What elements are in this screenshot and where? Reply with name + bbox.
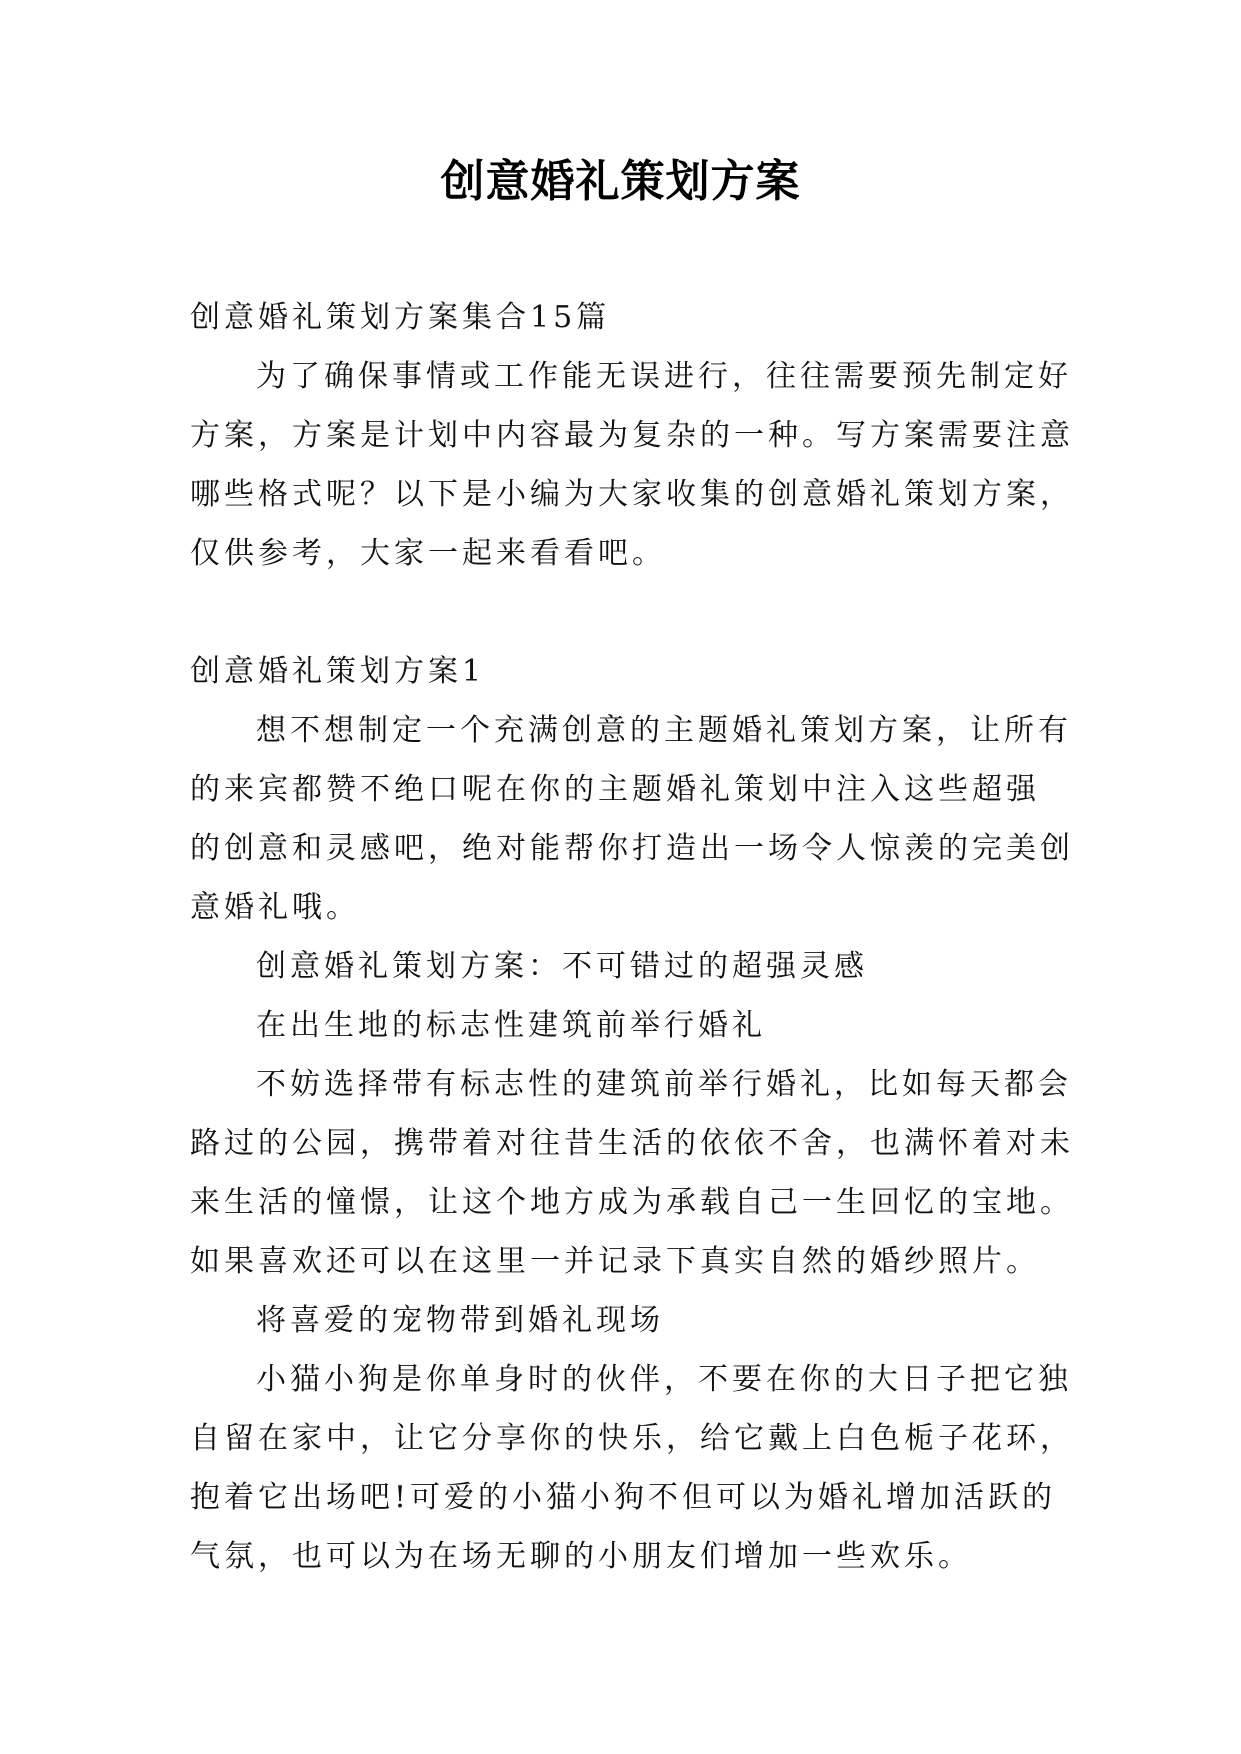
intro-line-4: 仅供参考，大家一起来看看吧。 bbox=[190, 536, 666, 571]
section-para2-line-3: 来生活的憧憬，让这个地方成为承载自己一生回忆的宝地。 bbox=[190, 1185, 1074, 1220]
section-para1-line-1: 想不想制定一个充满创意的主题婚礼策划方案，让所有 bbox=[256, 713, 1072, 748]
document-title: 创意婚礼策划方案 bbox=[440, 156, 801, 207]
section-para3-line-3: 抱着它出场吧!可爱的小猫小狗不但可以为婚礼增加活跃的 bbox=[190, 1480, 1057, 1515]
collection-subtitle: 创意婚礼策划方案集合15篇 bbox=[190, 300, 611, 335]
section-para2-line-2: 路过的公园，携带着对往昔生活的依依不舍，也满怀着对未 bbox=[190, 1126, 1074, 1161]
section-para2-line-4: 如果喜欢还可以在这里一并记录下真实自然的婚纱照片。 bbox=[190, 1244, 1040, 1279]
section-para3-line-1: 小猫小狗是你单身时的伙伴，不要在你的大日子把它独 bbox=[256, 1362, 1072, 1397]
section-para3-line-2: 自留在家中，让它分享你的快乐，给它戴上白色栀子花环， bbox=[190, 1421, 1074, 1456]
section-heading: 创意婚礼策划方案1 bbox=[190, 654, 486, 689]
intro-line-2: 方案，方案是计划中内容最为复杂的一种。写方案需要注意 bbox=[190, 418, 1074, 453]
section-para1-line-2: 的来宾都赞不绝口呢在你的主题婚礼策划中注入这些超强 bbox=[190, 772, 1040, 807]
section-para2-line-1: 不妨选择带有标志性的建筑前举行婚礼，比如每天都会 bbox=[256, 1067, 1072, 1102]
section-para3-line-4: 气氛，也可以为在场无聊的小朋友们增加一些欢乐。 bbox=[190, 1539, 972, 1574]
intro-line-3: 哪些格式呢？以下是小编为大家收集的创意婚礼策划方案， bbox=[190, 477, 1074, 512]
sub-heading-landmark: 在出生地的标志性建筑前举行婚礼 bbox=[256, 1008, 766, 1043]
sub-heading-inspiration: 创意婚礼策划方案：不可错过的超强灵感 bbox=[256, 949, 868, 984]
document-body bbox=[190, 288, 1074, 1586]
section-para1-line-4: 意婚礼哦。 bbox=[190, 890, 360, 925]
section-para1-line-3: 的创意和灵感吧，绝对能帮你打造出一场令人惊羡的完美创 bbox=[190, 831, 1074, 866]
sub-heading-pets: 将喜爱的宠物带到婚礼现场 bbox=[256, 1303, 664, 1338]
paragraph-spacer bbox=[190, 583, 1050, 642]
intro-line-1: 为了确保事情或工作能无误进行，往往需要预先制定好 bbox=[256, 359, 1072, 394]
